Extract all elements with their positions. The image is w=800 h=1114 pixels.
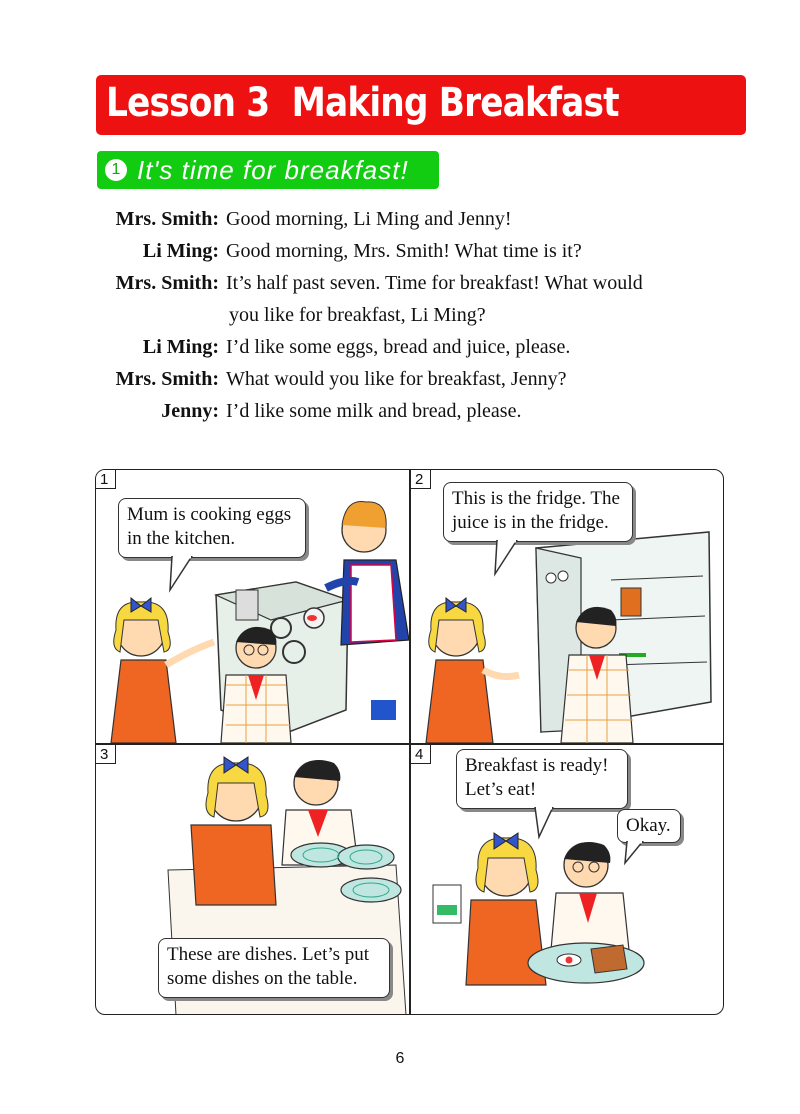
bubble-line: Mum is cooking eggs [127, 504, 292, 525]
speaker: Li Ming: [142, 240, 219, 262]
dialogue-line [0, 368, 800, 400]
panel-4 [411, 745, 724, 1015]
section-number: 1 [105, 159, 127, 181]
panel-number: 4 [411, 745, 431, 764]
bubble-line: Breakfast is ready! [465, 755, 609, 776]
panel-2 [411, 470, 724, 743]
bubble-line: Okay. [626, 815, 671, 836]
speech-bubble [158, 938, 390, 998]
speech-bubble [456, 749, 628, 809]
bubble-line: These are dishes. Let’s put [167, 944, 370, 965]
lesson-title: Lesson 3 Making Breakfast [106, 80, 619, 126]
panel-number: 2 [411, 470, 431, 489]
section-title: It's time for breakfast! [137, 155, 409, 185]
speech-bubble [118, 498, 306, 558]
dialogue-line [0, 304, 800, 336]
speech: It’s half past seven. Time for breakfast! What would [226, 272, 643, 294]
page-number: 6 [395, 1050, 405, 1067]
speaker: Mrs. Smith: [115, 368, 219, 390]
panel-1 [96, 470, 409, 743]
bubble-tail [493, 540, 533, 580]
comic-strip [95, 469, 724, 1015]
panel-number: 3 [96, 745, 116, 764]
bubble-tail [531, 807, 571, 847]
panel-number: 1 [96, 470, 116, 489]
speaker: Jenny: [161, 400, 219, 422]
speech-bubble [443, 482, 633, 542]
bubble-tail [168, 556, 208, 596]
speech: Good morning, Mrs. Smith! What time is it? [226, 240, 582, 262]
dialogue-line [0, 400, 800, 432]
bubble-line: juice is in the fridge. [452, 512, 609, 533]
speaker: Mrs. Smith: [115, 272, 219, 294]
speech: you like for breakfast, Li Ming? [229, 304, 486, 326]
speech: What would you like for breakfast, Jenny? [226, 368, 567, 390]
speaker: Li Ming: [142, 336, 219, 358]
bubble-line: in the kitchen. [127, 528, 236, 549]
panel-3 [96, 745, 409, 1015]
bubble-line: some dishes on the table. [167, 968, 358, 989]
bubble-line: This is the fridge. The [452, 488, 620, 509]
dialogue-line [0, 336, 800, 368]
speaker: Mrs. Smith: [115, 208, 219, 230]
bubble-line: Let’s eat! [465, 779, 537, 800]
dialogue-line [0, 240, 800, 272]
speech: Good morning, Li Ming and Jenny! [226, 208, 512, 230]
dialogue-line [0, 208, 800, 240]
dialogue [0, 208, 800, 432]
bubble-tail [623, 841, 663, 881]
speech-bubble [617, 809, 681, 843]
speech: I’d like some milk and bread, please. [226, 400, 522, 422]
dialogue-line [0, 272, 800, 304]
speech: I’d like some eggs, bread and juice, please. [226, 336, 571, 358]
